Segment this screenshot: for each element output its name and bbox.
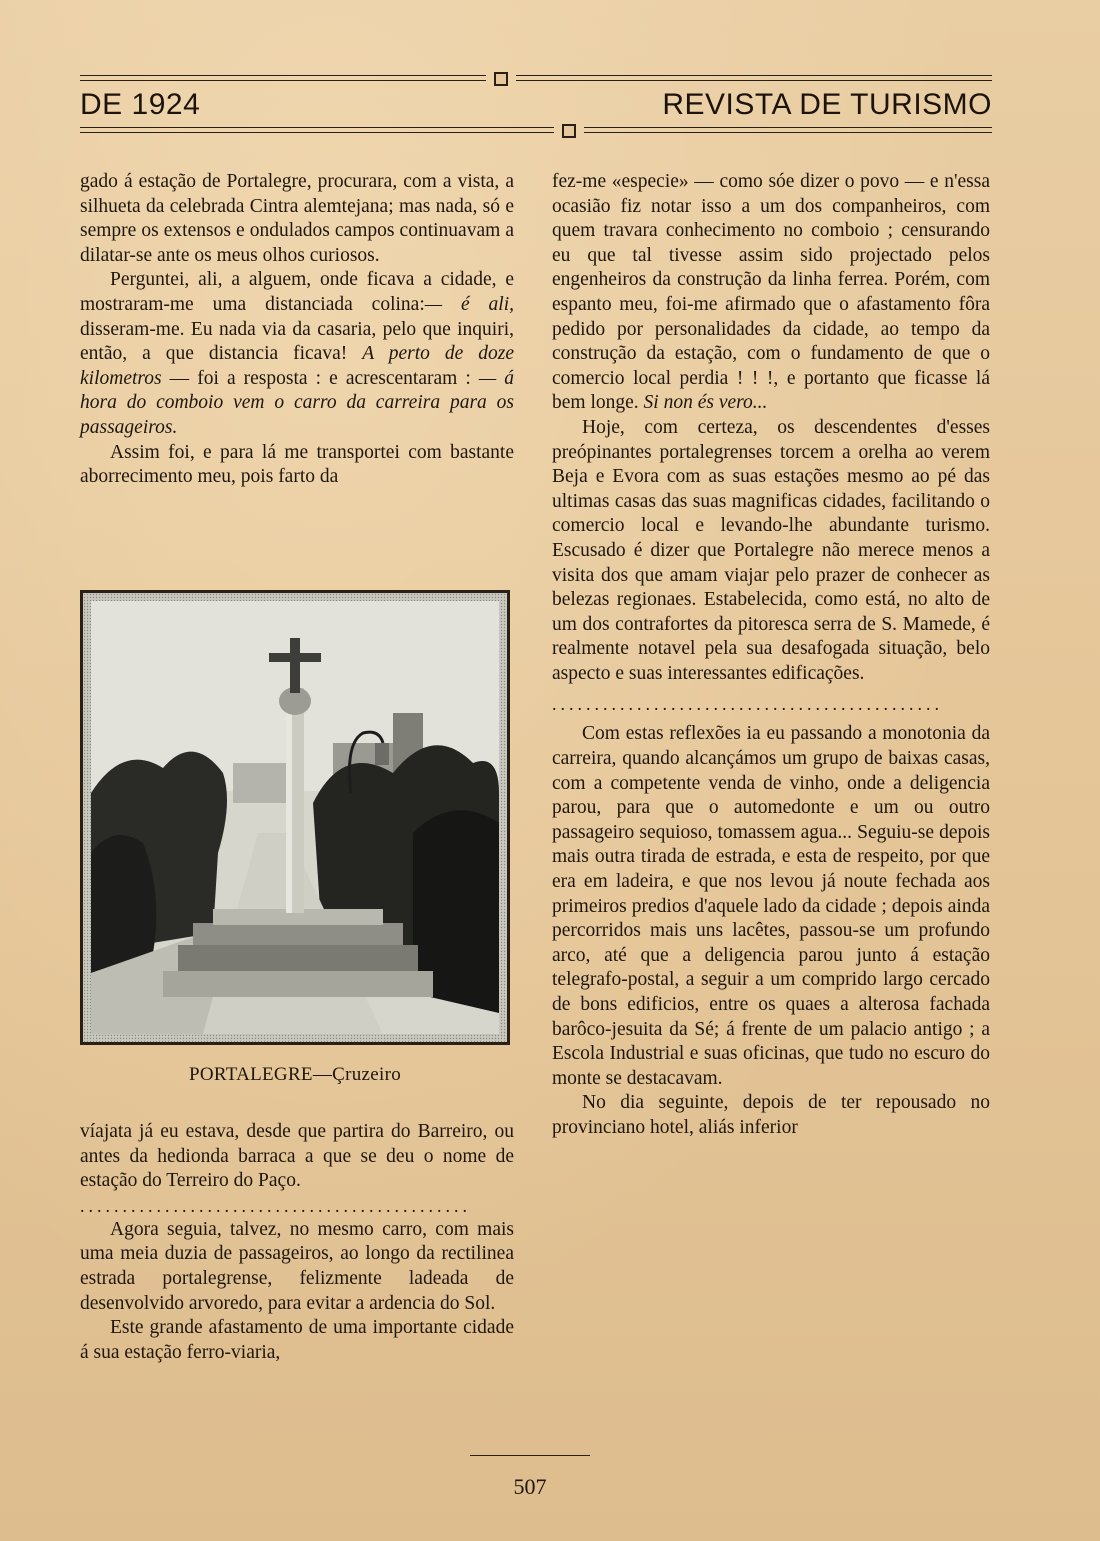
- paragraph: Assim foi, e para lá me transportei com bastante aborrecimento meu, pois farto da: [80, 441, 514, 488]
- cruzeiro-photo: [80, 590, 510, 1045]
- photo-caption: PORTALEGRE—Çruzeiro: [188, 1064, 401, 1085]
- running-head-right: REVISTA DE TURISMO: [662, 88, 992, 121]
- dotted-separator: ..............................................: [552, 694, 943, 715]
- footer-rule: [470, 1455, 590, 1456]
- paragraph: gado á estação de Portalegre, procurara, com a vista, a silhueta da celebrada Cintra alemtejana; mas nada, só e sempre os extensos e ondulados campos continuavam a dilatar-se ante os meus olhos curiosos.: [80, 171, 514, 266]
- paragraph: víajata já eu estava, desde que partira do Barreiro, ou antes da hedionda barraca a que se deu o nome de estação do Terreiro do Paço.: [80, 1121, 514, 1192]
- right-column: [552, 170, 990, 1141]
- paragraph: No dia seguinte, depois de ter repousado no provinciano hotel, aliás inferior: [552, 1092, 990, 1138]
- paragraph: Hoje, com certeza, os descendentes d'esses preópinantes portalegrenses torcem a orelha ao verem Beja e Evora com as suas estações mesmo ao pé das ultimas casas das suas magnificas cidades, facilitando o comercio local e levando-lhe abundante turismo. Escusado é dizer que Portalegre não merece menos a visita dos que amam viajar pelo prazer de conhecer as belezas regionaes. Estabelecida, como está, no alto de um dos contrafortes da pitoresca serra de S. Mamede, é realmente notavel pela sua desafogada situação, belo aspecto e suas interessantes edificações.: [552, 416, 990, 684]
- running-head-left: DE 1924: [80, 88, 201, 121]
- dotted-separator: ..............................................: [80, 1195, 471, 1216]
- header-rule-top: [80, 72, 992, 84]
- paragraph: Agora seguia, talvez, no mesmo carro, com mais uma meia duzia de passageiros, ao longo da rectilinea estrada portalegrense, felizmente ladeada de desenvolvido arvoredo, para evitar a ardencia do Sol.: [80, 1218, 514, 1314]
- left-column-top: [80, 170, 514, 490]
- paragraph: Com estas reflexões ia eu passando a monotonia da carreira, quando alcançámos um grupo de baixas casas, com a competente venda de vinho, onde a deligencia parou, para que o automedonte e um ou outro passageiro sequioso, tomassem agua... Seguiu-se depois mais outra tirada de estrada, e esta de respeito, por que era em ladeira, e que nos levou já noute fechada aos primeiros predios d'aquele lado da cidade ; depois ainda percorridos mais uns lacêtes, passou-se um profundo arco, até que a deligencia parou junto á estação telegrafo-postal, a seguir a um comprido largo cercado de bons edificios, entre os quaes a alterosa fachada barôco-jesuita da Sé; á frente de um palacio antigo ; a Escola Industrial e suas oficinas, que tudo no escuro do monte se destacavam.: [552, 723, 990, 1089]
- left-column-bottom: [80, 1120, 514, 1365]
- header-rule-bottom: [80, 124, 992, 136]
- page-number: 507: [513, 1474, 547, 1499]
- paragraph: Perguntei, ali, a alguem, onde ficava a cidade, e mostraram-me uma distanciada colina:— é ali, disseram-me. Eu nada via da casaria, pelo que inquiri, então, a que distancia ficava! A perto de doze kilometros — foi a resposta : e acrescentaram : — á hora do comboio vem o carro da carreira para os passageiros.: [80, 269, 515, 438]
- paragraph: fez-me «especie» — como sóe dizer o povo — e n'essa ocasião fiz notar isso a um dos companheiros, com quem travara conhecimento no comboio ; censurando eu que tal tivesse assim sido projectado pelos engenheiros da construção da linha ferrea. Porém, com espanto meu, foi-me afirmado que o afastamento fôra pedido por personalidades da cidade, ao tempo da construção da estação, com o fundamento de que o comercio local perdia ! ! !, e portanto que ficasse lá bem longe. Si non és vero...: [552, 171, 990, 414]
- paragraph: Este grande afastamento de uma importante cidade á sua estação ferro-viaria,: [80, 1317, 514, 1363]
